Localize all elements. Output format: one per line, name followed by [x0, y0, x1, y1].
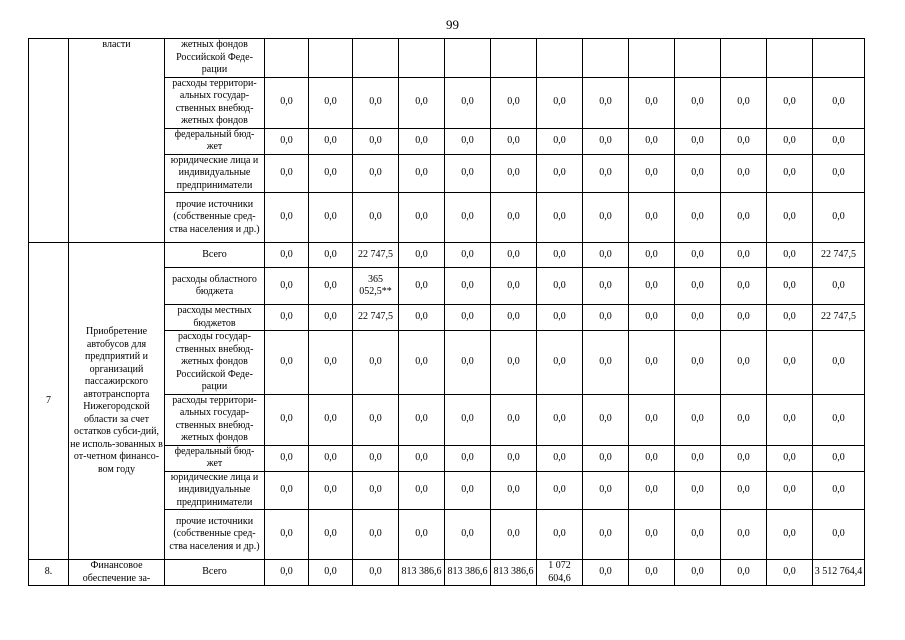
funding-source-cell: расходы областного бюджета — [165, 268, 265, 305]
value-cell: 0,0 — [491, 268, 537, 305]
value-cell: 0,0 — [721, 560, 767, 586]
value-cell: 0,0 — [491, 193, 537, 243]
value-cell: 0,0 — [265, 394, 309, 445]
value-cell: 0,0 — [675, 305, 721, 331]
value-cell: 0,0 — [491, 305, 537, 331]
value-cell — [583, 39, 629, 78]
value-cell — [309, 39, 353, 78]
value-cell — [399, 39, 445, 78]
value-cell: 0,0 — [675, 560, 721, 586]
value-cell: 0,0 — [399, 243, 445, 268]
value-cell: 0,0 — [767, 243, 813, 268]
value-cell: 0,0 — [675, 268, 721, 305]
value-cell: 0,0 — [675, 394, 721, 445]
value-cell: 0,0 — [491, 510, 537, 560]
value-cell: 0,0 — [399, 331, 445, 395]
value-cell: 0,0 — [721, 268, 767, 305]
table-row — [29, 39, 865, 78]
row-number-cell — [29, 39, 69, 243]
value-cell — [353, 39, 399, 78]
value-cell: 0,0 — [537, 445, 583, 471]
value-cell: 0,0 — [675, 193, 721, 243]
value-cell: 0,0 — [675, 128, 721, 154]
value-cell: 0,0 — [445, 243, 491, 268]
funding-source-cell: Всего — [165, 560, 265, 586]
value-cell: 0,0 — [265, 128, 309, 154]
value-cell: 0,0 — [629, 560, 675, 586]
value-cell: 0,0 — [629, 243, 675, 268]
value-cell: 0,0 — [721, 331, 767, 395]
value-cell: 0,0 — [813, 510, 865, 560]
value-cell: 0,0 — [265, 560, 309, 586]
value-cell: 0,0 — [813, 77, 865, 128]
value-cell: 0,0 — [583, 394, 629, 445]
value-cell: 0,0 — [537, 154, 583, 193]
value-cell — [767, 39, 813, 78]
table-row — [29, 560, 865, 586]
value-cell: 0,0 — [537, 510, 583, 560]
value-cell: 0,0 — [537, 193, 583, 243]
value-cell: 0,0 — [537, 268, 583, 305]
value-cell: 0,0 — [629, 268, 675, 305]
value-cell: 0,0 — [537, 305, 583, 331]
value-cell: 0,0 — [309, 128, 353, 154]
value-cell: 0,0 — [537, 331, 583, 395]
value-cell: 0,0 — [721, 193, 767, 243]
value-cell: 0,0 — [353, 128, 399, 154]
value-cell: 0,0 — [309, 77, 353, 128]
value-cell: 0,0 — [309, 305, 353, 331]
value-cell — [813, 39, 865, 78]
value-cell: 0,0 — [767, 193, 813, 243]
value-cell: 0,0 — [265, 193, 309, 243]
value-cell: 0,0 — [399, 305, 445, 331]
value-cell: 0,0 — [629, 445, 675, 471]
value-cell: 0,0 — [629, 394, 675, 445]
value-cell: 0,0 — [309, 193, 353, 243]
value-cell: 0,0 — [445, 394, 491, 445]
value-cell: 0,0 — [813, 394, 865, 445]
value-cell: 0,0 — [309, 510, 353, 560]
value-cell: 0,0 — [309, 331, 353, 395]
value-cell: 0,0 — [583, 128, 629, 154]
value-cell: 0,0 — [675, 154, 721, 193]
value-cell: 0,0 — [445, 77, 491, 128]
value-cell: 0,0 — [813, 331, 865, 395]
value-cell: 0,0 — [399, 510, 445, 560]
value-cell: 0,0 — [583, 193, 629, 243]
value-cell: 0,0 — [353, 445, 399, 471]
value-cell — [721, 39, 767, 78]
funding-source-cell: расходы местных бюджетов — [165, 305, 265, 331]
value-cell: 0,0 — [353, 394, 399, 445]
value-cell: 813 386,6 — [399, 560, 445, 586]
measure-name-cell: власти — [69, 39, 165, 243]
value-cell: 0,0 — [491, 445, 537, 471]
value-cell: 0,0 — [445, 445, 491, 471]
value-cell: 0,0 — [767, 154, 813, 193]
value-cell: 0,0 — [265, 510, 309, 560]
funding-source-cell: расходы территори-альных государ-ственных внебюд-жетных фондов — [165, 394, 265, 445]
measure-name-cell: Финансовое обеспечение за- — [69, 560, 165, 586]
value-cell: 0,0 — [767, 77, 813, 128]
value-cell: 0,0 — [583, 331, 629, 395]
funding-source-cell: жетных фондов Российской Феде-рации — [165, 39, 265, 78]
value-cell: 0,0 — [583, 510, 629, 560]
value-cell: 0,0 — [265, 331, 309, 395]
value-cell: 0,0 — [491, 394, 537, 445]
value-cell: 0,0 — [353, 154, 399, 193]
value-cell: 0,0 — [353, 510, 399, 560]
value-cell: 0,0 — [537, 128, 583, 154]
value-cell: 0,0 — [491, 154, 537, 193]
funding-source-cell: юридические лица и индивидуальные предприниматели — [165, 471, 265, 510]
value-cell: 0,0 — [353, 471, 399, 510]
budget-table — [28, 38, 865, 586]
value-cell: 0,0 — [309, 154, 353, 193]
value-cell: 0,0 — [583, 445, 629, 471]
value-cell: 0,0 — [583, 154, 629, 193]
value-cell: 0,0 — [445, 331, 491, 395]
value-cell: 0,0 — [445, 268, 491, 305]
value-cell: 813 386,6 — [445, 560, 491, 586]
value-cell: 0,0 — [537, 394, 583, 445]
value-cell: 0,0 — [629, 154, 675, 193]
value-cell: 0,0 — [767, 268, 813, 305]
value-cell — [265, 39, 309, 78]
value-cell: 0,0 — [445, 193, 491, 243]
value-cell: 0,0 — [675, 77, 721, 128]
value-cell: 0,0 — [675, 331, 721, 395]
value-cell: 813 386,6 — [491, 560, 537, 586]
value-cell: 0,0 — [583, 471, 629, 510]
funding-source-cell: Всего — [165, 243, 265, 268]
value-cell: 0,0 — [353, 193, 399, 243]
value-cell: 0,0 — [583, 77, 629, 128]
value-cell: 0,0 — [813, 445, 865, 471]
value-cell: 0,0 — [399, 77, 445, 128]
value-cell: 0,0 — [629, 128, 675, 154]
value-cell: 0,0 — [721, 154, 767, 193]
value-cell: 0,0 — [767, 394, 813, 445]
value-cell: 22 747,5 — [353, 243, 399, 268]
value-cell: 0,0 — [583, 243, 629, 268]
value-cell: 0,0 — [583, 268, 629, 305]
value-cell — [537, 39, 583, 78]
funding-source-cell: федеральный бюд-жет — [165, 128, 265, 154]
value-cell: 0,0 — [583, 305, 629, 331]
value-cell: 0,0 — [309, 471, 353, 510]
value-cell: 0,0 — [629, 193, 675, 243]
value-cell: 0,0 — [767, 128, 813, 154]
measure-name-cell: Приобретение автобусов для предприятий и организаций пассажирского автотранспорта Нижегородской области за счет остатков субси-дий, не исполь-зованных в от-четном финансо-вом году — [69, 243, 165, 560]
value-cell: 22 747,5 — [813, 243, 865, 268]
value-cell: 0,0 — [399, 471, 445, 510]
value-cell: 0,0 — [721, 445, 767, 471]
row-number-cell: 8. — [29, 560, 69, 586]
value-cell: 0,0 — [721, 77, 767, 128]
value-cell: 0,0 — [399, 154, 445, 193]
value-cell: 0,0 — [399, 268, 445, 305]
funding-source-cell: расходы государ-ственных внебюд-жетных фондов Российской Феде-рации — [165, 331, 265, 395]
value-cell: 0,0 — [491, 77, 537, 128]
value-cell: 0,0 — [265, 305, 309, 331]
value-cell: 0,0 — [265, 445, 309, 471]
value-cell: 0,0 — [813, 193, 865, 243]
value-cell: 0,0 — [445, 305, 491, 331]
value-cell: 0,0 — [675, 510, 721, 560]
value-cell: 0,0 — [491, 243, 537, 268]
value-cell: 0,0 — [537, 471, 583, 510]
funding-source-cell: юридические лица и индивидуальные предприниматели — [165, 154, 265, 193]
value-cell: 0,0 — [675, 471, 721, 510]
value-cell: 1 072 604,6 — [537, 560, 583, 586]
value-cell — [675, 39, 721, 78]
funding-source-cell: расходы территори-альных государ-ственных внебюд-жетных фондов — [165, 77, 265, 128]
value-cell: 0,0 — [813, 128, 865, 154]
page-number: 99 — [446, 17, 459, 32]
value-cell: 0,0 — [583, 560, 629, 586]
row-number-cell: 7 — [29, 243, 69, 560]
value-cell: 0,0 — [813, 268, 865, 305]
value-cell: 0,0 — [629, 77, 675, 128]
value-cell: 0,0 — [445, 510, 491, 560]
value-cell: 22 747,5 — [813, 305, 865, 331]
value-cell: 0,0 — [491, 471, 537, 510]
value-cell: 0,0 — [767, 445, 813, 471]
value-cell: 0,0 — [309, 394, 353, 445]
value-cell: 0,0 — [629, 510, 675, 560]
value-cell: 0,0 — [721, 510, 767, 560]
value-cell: 0,0 — [353, 560, 399, 586]
value-cell: 0,0 — [265, 77, 309, 128]
value-cell: 0,0 — [629, 305, 675, 331]
value-cell: 0,0 — [399, 128, 445, 154]
value-cell: 0,0 — [767, 560, 813, 586]
value-cell: 0,0 — [399, 193, 445, 243]
value-cell: 0,0 — [721, 394, 767, 445]
value-cell: 0,0 — [265, 243, 309, 268]
value-cell: 365 052,5** — [353, 268, 399, 305]
value-cell: 0,0 — [399, 445, 445, 471]
table-row — [29, 243, 865, 268]
value-cell — [629, 39, 675, 78]
funding-source-cell: федеральный бюд-жет — [165, 445, 265, 471]
value-cell: 0,0 — [537, 77, 583, 128]
value-cell: 3 512 764,4 — [813, 560, 865, 586]
value-cell: 0,0 — [353, 77, 399, 128]
value-cell: 0,0 — [767, 471, 813, 510]
funding-source-cell: прочие источники (собственные сред-ства населения и др.) — [165, 510, 265, 560]
value-cell: 0,0 — [265, 154, 309, 193]
value-cell: 0,0 — [399, 394, 445, 445]
value-cell: 0,0 — [767, 510, 813, 560]
value-cell: 0,0 — [445, 471, 491, 510]
value-cell: 0,0 — [491, 128, 537, 154]
value-cell: 22 747,5 — [353, 305, 399, 331]
value-cell: 0,0 — [675, 243, 721, 268]
value-cell: 0,0 — [491, 331, 537, 395]
value-cell: 0,0 — [767, 305, 813, 331]
value-cell: 0,0 — [309, 560, 353, 586]
value-cell: 0,0 — [309, 445, 353, 471]
value-cell: 0,0 — [721, 471, 767, 510]
value-cell: 0,0 — [721, 128, 767, 154]
value-cell: 0,0 — [353, 331, 399, 395]
value-cell: 0,0 — [445, 128, 491, 154]
value-cell: 0,0 — [309, 243, 353, 268]
value-cell: 0,0 — [675, 445, 721, 471]
value-cell: 0,0 — [767, 331, 813, 395]
value-cell — [491, 39, 537, 78]
value-cell: 0,0 — [813, 471, 865, 510]
value-cell — [445, 39, 491, 78]
value-cell: 0,0 — [265, 471, 309, 510]
value-cell: 0,0 — [629, 331, 675, 395]
value-cell: 0,0 — [265, 268, 309, 305]
funding-source-cell: прочие источники (собственные сред-ства населения и др.) — [165, 193, 265, 243]
value-cell: 0,0 — [445, 154, 491, 193]
value-cell: 0,0 — [537, 243, 583, 268]
value-cell: 0,0 — [721, 305, 767, 331]
value-cell: 0,0 — [309, 268, 353, 305]
value-cell: 0,0 — [721, 243, 767, 268]
value-cell: 0,0 — [813, 154, 865, 193]
value-cell: 0,0 — [629, 471, 675, 510]
